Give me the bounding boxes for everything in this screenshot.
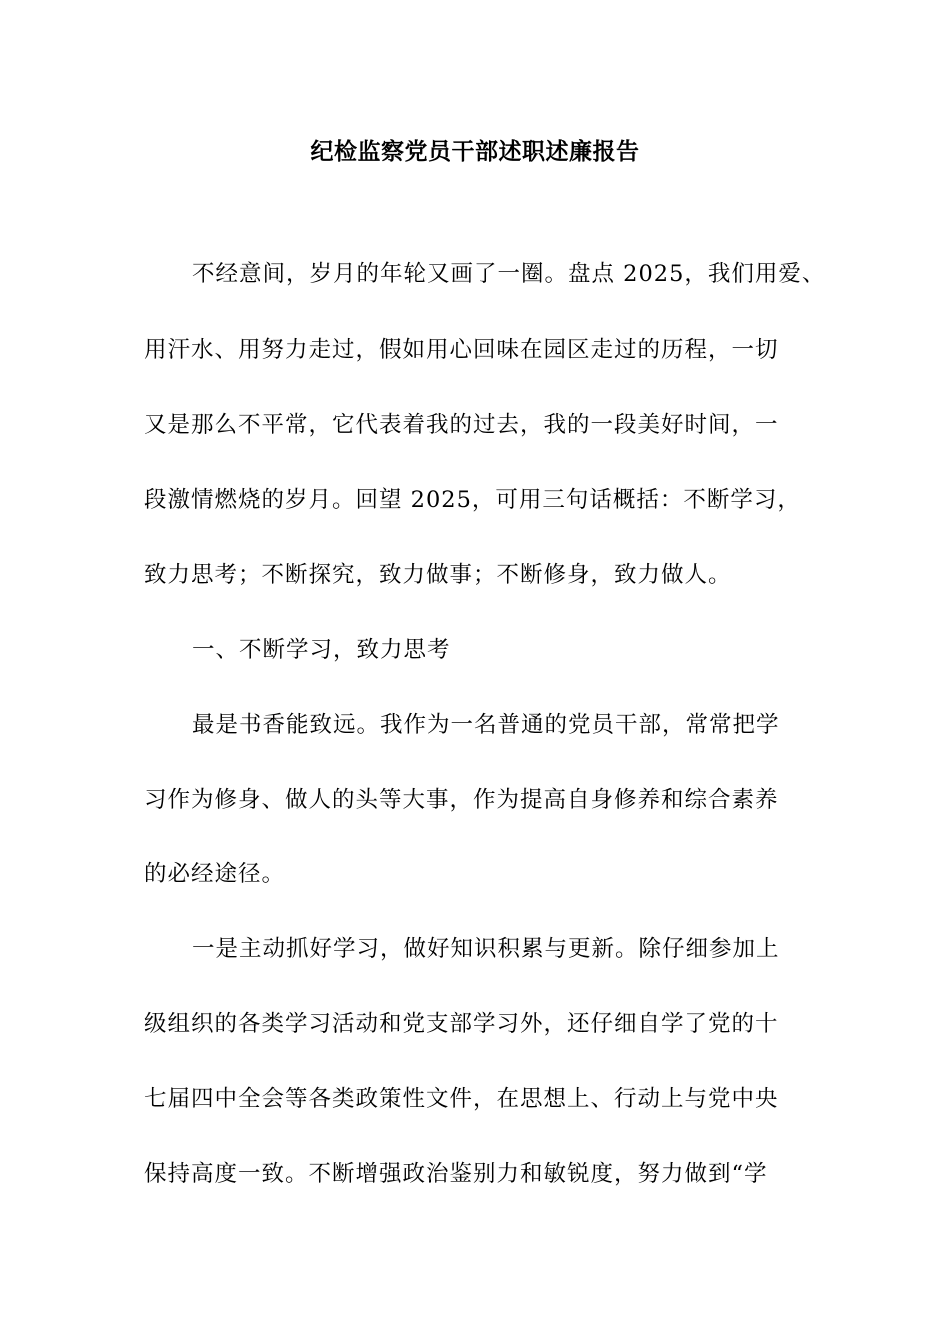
- paragraph-line: 最是书香能致远。我作为一名普通的党员干部，常常把学: [192, 712, 780, 738]
- paragraph-line: 的必经途径。: [144, 861, 286, 887]
- paragraph-line: 致力思考；不断探究，致力做事；不断修身，致力做人。: [144, 562, 732, 588]
- paragraph-line: 又是那么不平常，它代表着我的过去，我的一段美好时间，一: [144, 412, 779, 438]
- paragraph-line: 习作为修身、做人的头等大事，作为提高自身修养和综合素养: [144, 787, 779, 813]
- paragraph-line: 七届四中全会等各类政策性文件，在思想上、行动上与党中央: [144, 1086, 779, 1112]
- section-heading: 一、不断学习，致力思考: [192, 637, 451, 663]
- paragraph-line: 级组织的各类学习活动和党支部学习外，还仔细自学了党的十: [144, 1011, 779, 1037]
- paragraph-line: 不经意间，岁月的年轮又画了一圈。盘点 2025，我们用爱、: [192, 261, 826, 287]
- document-title: 纪检监察党员干部述职述廉报告: [310, 139, 640, 165]
- paragraph-line: 段激情燃烧的岁月。回望 2025，可用三句话概括：不断学习，: [144, 487, 801, 513]
- paragraph-line: 一是主动抓好学习，做好知识积累与更新。除仔细参加上: [192, 936, 780, 962]
- paragraph-line: 保持高度一致。不断增强政治鉴别力和敏锐度，努力做到“学: [144, 1161, 768, 1187]
- paragraph-line: 用汗水、用努力走过，假如用心回味在园区走过的历程，一切: [144, 337, 779, 363]
